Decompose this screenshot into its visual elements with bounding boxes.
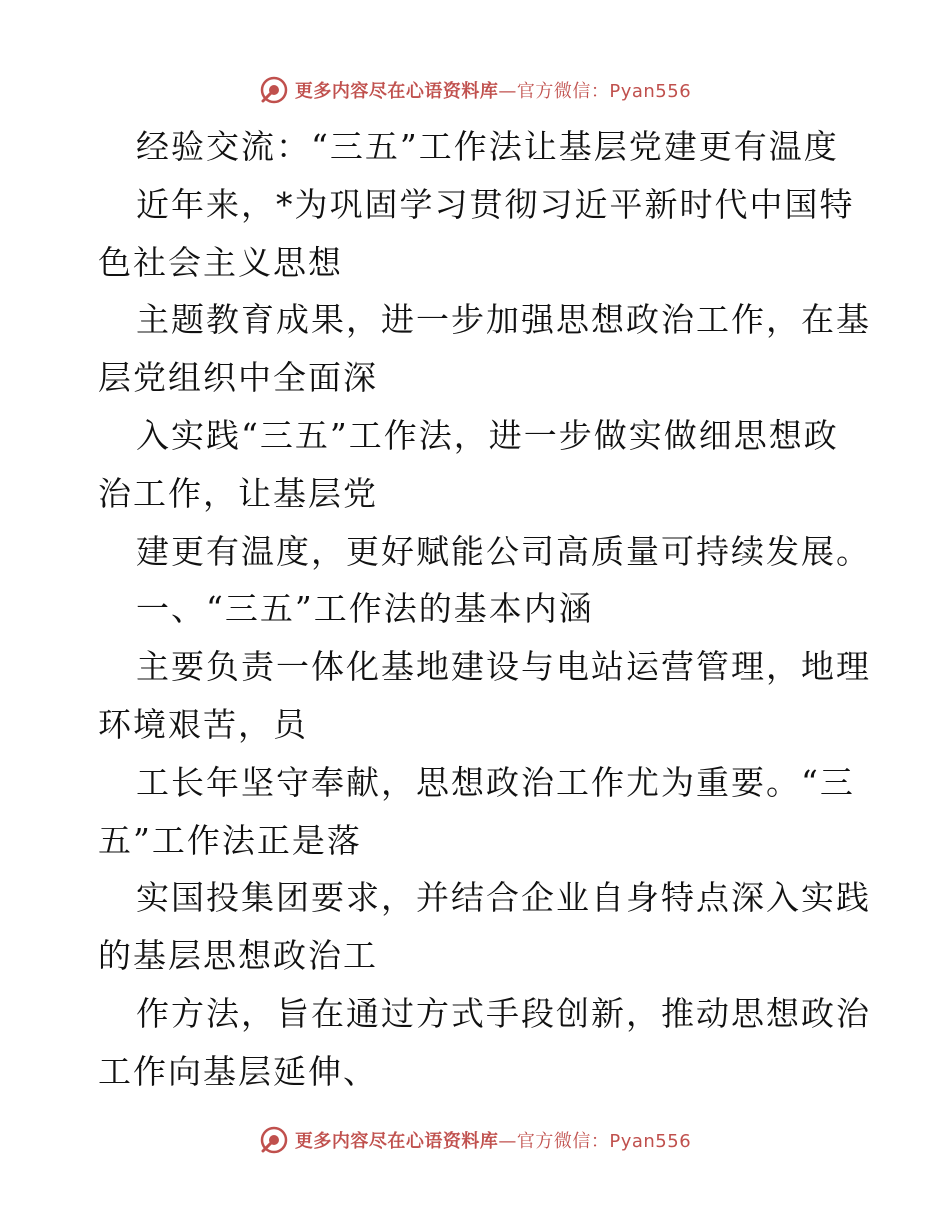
paragraph-line: 作方法，旨在通过方式手段创新，推动思想政治: [136, 993, 871, 1033]
paragraph-line: 实国投集团要求，并结合企业自身特点深入实践: [136, 878, 871, 918]
banner-separator: —: [498, 1131, 517, 1152]
paragraph-line: 建更有温度，更好赋能公司高质量可持续发展。: [136, 531, 871, 571]
paragraph-line: 层党组织中全面深: [98, 358, 378, 398]
paragraph-line: 五”工作法正是落: [98, 820, 362, 860]
banner-separator: —: [498, 81, 517, 102]
paragraph-line: 环境艰苦，员: [98, 704, 308, 744]
section-heading: 一、“三五”工作法的基本内涵: [136, 589, 594, 629]
banner-wechat-id: Pyan556: [609, 81, 692, 102]
footer-banner: [0, 1120, 950, 1160]
document-title: 经验交流：“三五”工作法让基层党建更有温度: [136, 127, 839, 166]
banner-subtitle: 官方微信：: [516, 81, 610, 102]
paragraph-line: 的基层思想政治工: [98, 936, 378, 976]
paragraph-line: 近年来，*为巩固学习贯彻习近平新时代中国特: [136, 184, 855, 224]
paragraph-line: 主要负责一体化基地建设与电站运营管理，地理: [136, 647, 871, 687]
paragraph-line: 入实践“三五”工作法，进一步做实做细思想政: [136, 415, 839, 455]
banner-title: 更多内容尽在心语资料库: [294, 81, 499, 102]
banner-subtitle: 官方微信：: [516, 1131, 610, 1152]
paragraph-line: 主题教育成果，进一步加强思想政治工作，在基: [136, 300, 871, 340]
document-body: [98, 118, 871, 1101]
paragraph-line: 工长年坚守奉献，思想政治工作尤为重要。“三: [136, 762, 855, 802]
pen-logo-icon: [259, 75, 289, 105]
paragraph-line: 治工作，让基层党: [98, 473, 378, 513]
paragraph-line: 色社会主义思想: [98, 242, 343, 282]
banner-wechat-id: Pyan556: [609, 1131, 692, 1152]
pen-logo-icon: [259, 1125, 289, 1155]
paragraph-line: 工作向基层延伸、: [98, 1051, 378, 1091]
banner-title: 更多内容尽在心语资料库: [294, 1131, 499, 1152]
header-banner: [0, 70, 950, 110]
